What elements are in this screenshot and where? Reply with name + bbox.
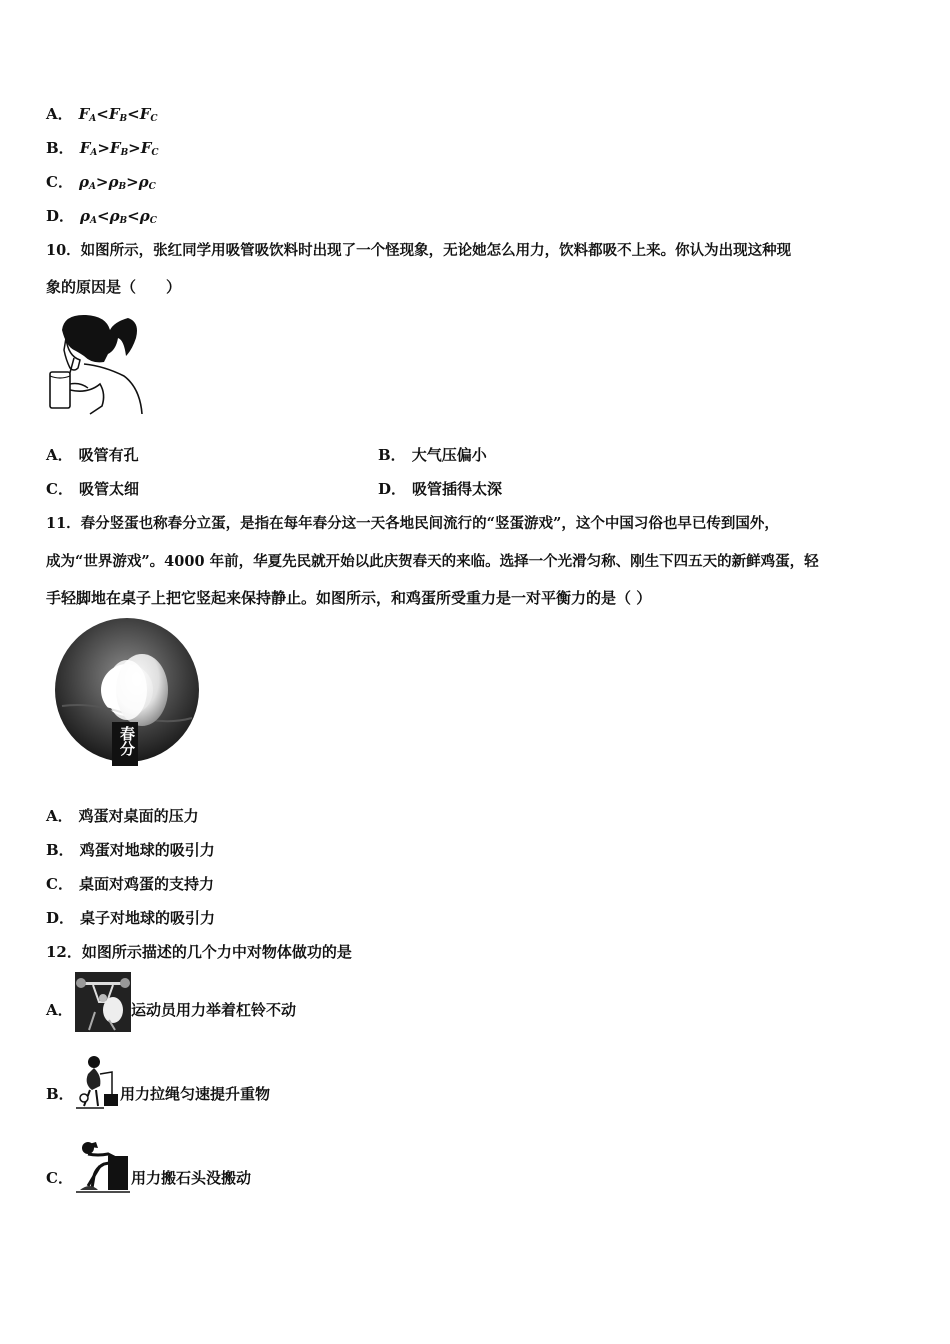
q9-option-d: D． $\rho_A<\rho_B<\rho_C$ xyxy=(46,207,157,226)
q10-stem-line1: 10．如图所示，张红同学用吸管吸饮料时出现了一个怪现象，无论她怎么用力，饮料都吸不上来。你认为出现这种现 xyxy=(46,242,792,259)
q12-option-c-letter: C． xyxy=(46,1169,73,1187)
q12-option-b-letter: B． xyxy=(46,1085,74,1103)
standing-egg-figure xyxy=(52,618,202,768)
q11-stem-line3: 手轻脚地在桌子上把它竖起来保持静止。如图所示，和鸡蛋所受重力是一对平衡力的是（ ） xyxy=(46,589,652,607)
girl-drinking-figure xyxy=(44,310,146,416)
q11-option-a: A． 鸡蛋对桌面的压力 xyxy=(46,807,199,825)
q12-stem: 12．如图所示描述的几个力中对物体做功的是 xyxy=(46,943,352,961)
q12-option-b-text: 用力拉绳匀速提升重物 xyxy=(120,1085,271,1103)
rope-lifting-thumbnail xyxy=(74,1054,120,1110)
q11-option-c: C． 桌面对鸡蛋的支持力 xyxy=(46,875,214,893)
q11-stem-line2: 成为“世界游戏”。4000 年前，华夏先民就开始以此庆贺春天的来临。选择一个光滑匀称、刚生下四五天的新鲜鸡蛋，轻 xyxy=(46,553,819,570)
q12-option-a-text: 运动员用力举着杠铃不动 xyxy=(131,1001,297,1019)
q9-option-c: C． $\rho_A>\rho_B>\rho_C$ xyxy=(46,173,156,192)
q10-option-d: D． 吸管插得太深 xyxy=(378,480,503,498)
q9-option-b: B． $F_A>F_B>F_C$ xyxy=(46,139,159,158)
q9-option-a: A． $F_A<F_B<F_C$ xyxy=(46,105,158,124)
chunfen-stamp: 春分 xyxy=(118,726,136,756)
weightlifter-thumbnail xyxy=(75,972,131,1032)
stone-pushing-thumbnail xyxy=(76,1138,130,1194)
q10-option-b: B． 大气压偏小 xyxy=(378,446,487,464)
q12-option-c-text: 用力搬石头没搬动 xyxy=(131,1169,252,1187)
q11-option-b: B． 鸡蛋对地球的吸引力 xyxy=(46,841,215,859)
q10-option-c: C． 吸管太细 xyxy=(46,480,139,498)
q12-option-a-letter: A． xyxy=(46,1001,73,1019)
q10-stem-line2: 象的原因是（ ） xyxy=(46,278,182,296)
q10-option-a: A． 吸管有孔 xyxy=(46,446,139,464)
q11-stem-line1: 11．春分竖蛋也称春分立蛋，是指在每年春分这一天各地民间流行的“竖蛋游戏”，这个中国习俗也早已传到国外， xyxy=(46,515,779,532)
q11-option-d: D． 桌子对地球的吸引力 xyxy=(46,909,216,927)
